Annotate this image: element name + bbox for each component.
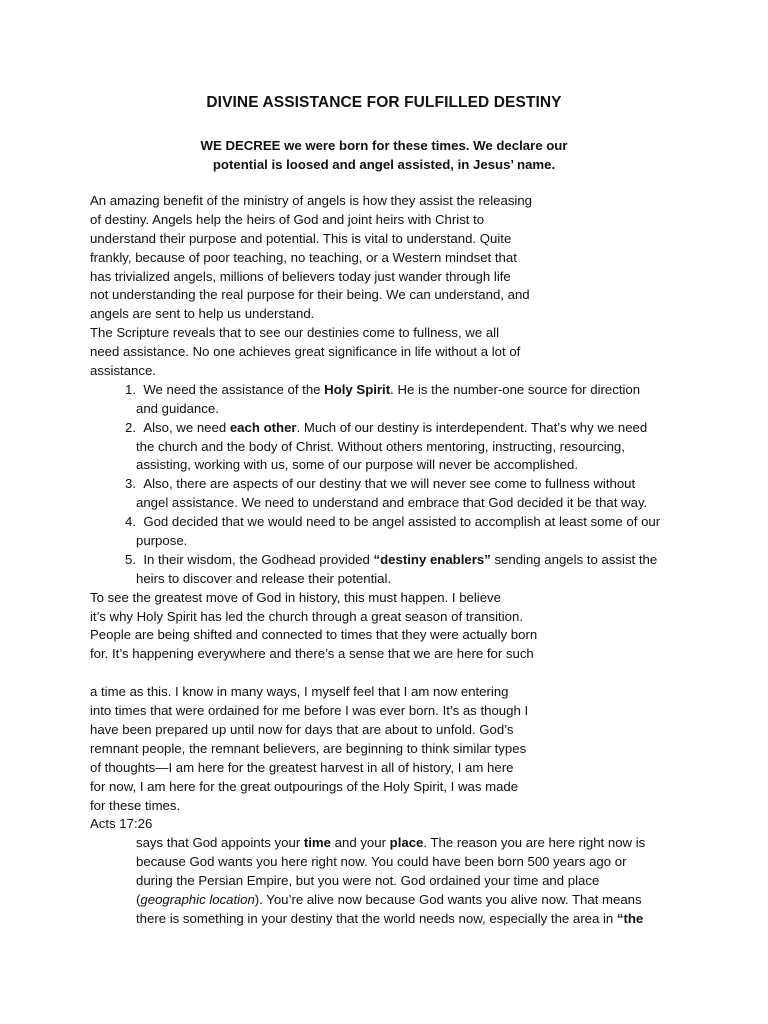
- scripture-reference: Acts 17:26: [90, 816, 153, 832]
- body-line: for these times.: [90, 797, 181, 813]
- list-number: 5.: [125, 551, 136, 567]
- emphasis: Holy Spirit: [324, 381, 391, 397]
- body-line: have been prepared up until now for days that are about to unfold. God’s: [90, 721, 514, 737]
- body-line: People are being shifted and connected to times that they were actually born: [90, 627, 538, 643]
- list-item: 2. Also, we need each other. Much of our destiny is interdependent. That’s why we need: [90, 419, 690, 438]
- quote-line: (geographic location). You’re alive now because God wants you alive now. That means: [136, 891, 642, 907]
- list-number: 2.: [125, 419, 136, 435]
- body-line: understand their purpose and potential. This is vital to understand. Quite: [90, 230, 512, 246]
- list-item: 4. God decided that we would need to be angel assisted to accomplish at least some of our: [90, 513, 690, 532]
- body-line: of destiny. Angels help the heirs of God and joint heirs with Christ to: [90, 211, 485, 227]
- body-line: need assistance. No one achieves great significance in life without a lot of: [90, 344, 521, 360]
- body-line: not understanding the real purpose for their being. We can understand, and: [90, 287, 530, 303]
- emphasis: time: [303, 835, 331, 851]
- list-item-continuation: heirs to discover and release their potential.: [136, 570, 392, 586]
- list-number: 3.: [125, 476, 136, 492]
- quote-line: during the Persian Empire, but you were not. God ordained your time and place: [136, 873, 600, 889]
- emphasis: “the: [616, 910, 644, 926]
- list-item: 3. Also, there are aspects of our destiny that we will never see come to fullness without: [90, 475, 690, 494]
- document-title: DIVINE ASSISTANCE FOR FULFILLED DESTINY: [206, 94, 562, 111]
- body-line: To see the greatest move of God in history, this must happen. I believe: [90, 589, 501, 605]
- body-line: for now, I am here for the great outpourings of the Holy Spirit, I was made: [90, 778, 519, 794]
- decree-line: WE DECREE we were born for these times. We declare our: [200, 138, 568, 153]
- body-line: frankly, because of poor teaching, no teaching, or a Western mindset that: [90, 249, 517, 265]
- body-line: into times that were ordained for me before I was ever born. It’s as though I: [90, 703, 529, 719]
- quote-line: says that God appoints your time and your place. The reason you are here right now is: [136, 835, 646, 851]
- decree-heading: [0, 136, 768, 174]
- body-line: for. It’s happening everywhere and there’s a sense that we are here for such: [90, 646, 534, 662]
- body-line: it’s why Holy Spirit has led the church through a great season of transition.: [90, 608, 523, 624]
- list-number: 1.: [125, 381, 136, 397]
- document-body: [90, 192, 690, 929]
- list-item-continuation: and guidance.: [136, 400, 219, 416]
- list-number: 4.: [125, 514, 136, 530]
- list-item-continuation: the church and the body of Christ. Without others mentoring, instructing, resourcing,: [136, 438, 625, 454]
- list-item-continuation: angel assistance. We need to understand and embrace that God decided it be that way.: [136, 495, 648, 511]
- body-line: a time as this. I know in many ways, I myself feel that I am now entering: [90, 684, 509, 700]
- quote-line: because God wants you here right now. You could have been born 500 years ago or: [136, 854, 627, 870]
- paragraph-gap: [90, 664, 690, 683]
- emphasis: each other: [229, 419, 297, 435]
- body-line: The Scripture reveals that to see our destinies come to fullness, we all: [90, 325, 500, 341]
- list-item-continuation: purpose.: [136, 533, 188, 549]
- body-line: of thoughts—I am here for the greatest harvest in all of history, I am here: [90, 759, 514, 775]
- list-item-continuation: assisting, working with us, some of our purpose will never be accomplished.: [136, 457, 578, 473]
- body-line: An amazing benefit of the ministry of angels is how they assist the releasing: [90, 193, 533, 208]
- emphasis: “destiny enablers”: [373, 551, 491, 567]
- body-line: remnant people, the remnant believers, are beginning to think similar types: [90, 740, 527, 756]
- body-line: has trivialized angels, millions of believers today just wander through life: [90, 268, 511, 284]
- list-item: 1. We need the assistance of the Holy Spirit. He is the number-one source for direction: [90, 381, 690, 400]
- body-line: angels are sent to help us understand.: [90, 306, 315, 322]
- decree-line: potential is loosed and angel assisted, in Jesus’ name.: [212, 157, 556, 172]
- emphasis: place: [389, 835, 424, 851]
- list-item: 5. In their wisdom, the Godhead provided “destiny enablers” sending angels to assist the: [90, 551, 690, 570]
- quote-line: there is something in your destiny that the world needs now, especially the area in “the: [136, 910, 644, 926]
- italic-text: geographic location: [140, 891, 255, 907]
- body-line: assistance.: [90, 363, 156, 379]
